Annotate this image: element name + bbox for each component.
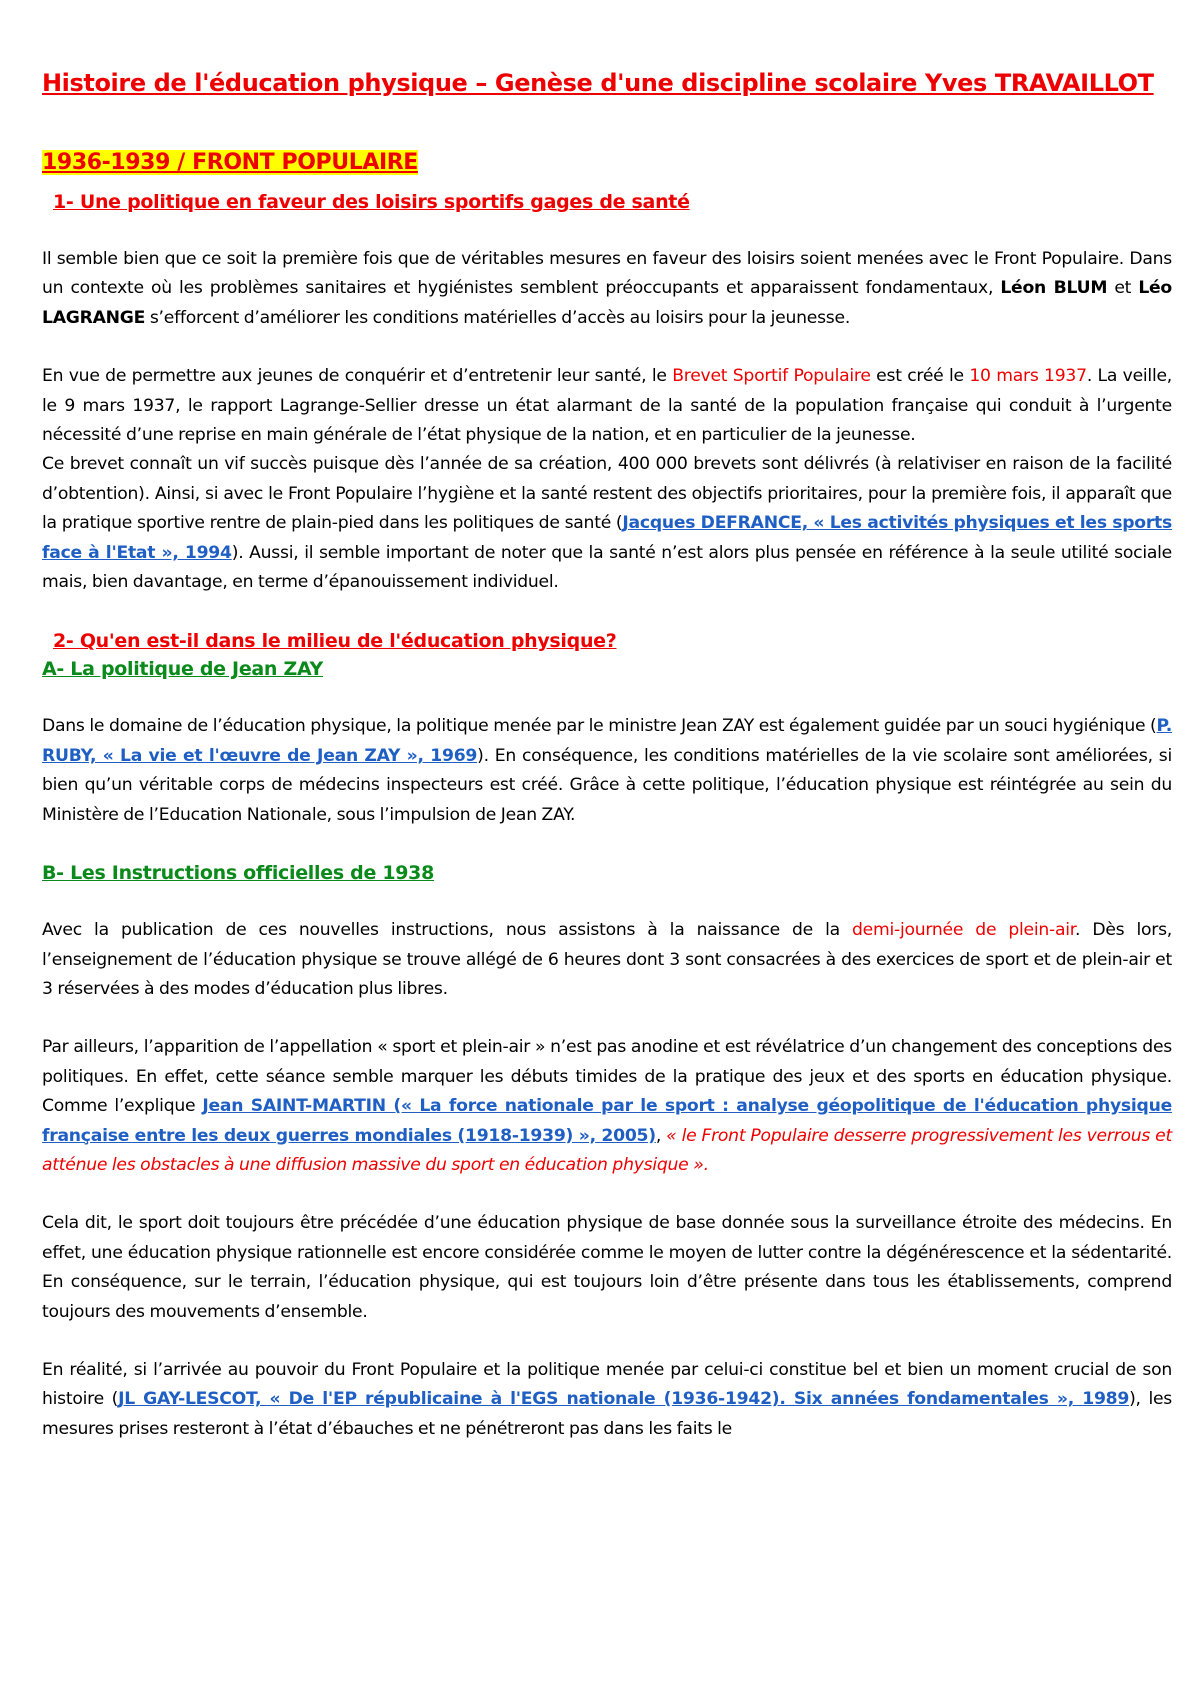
subsection-a-paragraph: Dans le domaine de l’éducation physique, la politique menée par le ministre Jean ZAY est également guidée par un souci hygiénique (P. RUBY, « La vie et l'œuvre de Jean ZAY », 1969). En conséquence, les conditions matérielles de la vie scolaire sont améliorées, si bien qu’un véritable corps de médecins inspecteurs est créé. Grâce à cette politique, l’éducation physique est réintégrée au sein du Ministère de l’Education Nationale, sous l’impulsion de Jean ZAY. (42, 716, 1172, 825)
reference-link-saint-martin[interactable]: Jean SAINT-MARTIN (« La force nationale par le sport : analyse géopolitique de l'éducation physique française entre les deux guerres mondiales (1918-1939) », 2005) (42, 1096, 1172, 1146)
name-leon-blum: Léon BLUM (1000, 278, 1108, 299)
name-leo-lagrange: Léo LAGRANGE (42, 278, 1172, 328)
subsection-a-heading: A- La politique de Jean ZAY (42, 658, 323, 681)
document-page (42, 66, 1172, 1444)
subsection-b-paragraph-3: Cela dit, le sport doit toujours être précédée d’une éducation physique de base donnée sous la surveillance étroite des médecins. En effet, une éducation physique rationnelle est encore considérée comme le moyen de lutter contre la dégénérescence et la sédentarité. En conséquence, sur le terrain, l’éducation physique, qui est toujours loin d’être présente dans tous les établissements, comprend toujours des mouvements d’ensemble. (42, 1213, 1172, 1322)
section-1-paragraph-3: Ce brevet connaît un vif succès puisque dès l’année de sa création, 400 000 brevets sont délivrés (à relativiser en raison de la facilité d’obtention). Ainsi, si avec le Front Populaire l’hygiène et la santé restent des objectifs prioritaires, pour la première fois, il apparaît que la pratique sportive rentre de plain-pied dans les politiques de santé (Jacques DEFRANCE, « Les activités physiques et les sports face à l'Etat », 1994). Aussi, il semble important de noter que la santé n’est alors plus pensée en référence à la seule utilité sociale mais, bien davantage, en terme d’épanouissement individuel. (42, 454, 1172, 593)
section-1-paragraph-1: Il semble bien que ce soit la première fois que de véritables mesures en faveur des loisirs soient menées avec le Front Populaire. Dans un contexte où les problèmes sanitaires et hygiénistes semblent préoccupants et apparaissent fondamentaux, Léon BLUM et Léo LAGRANGE s’efforcent d’améliorer les conditions matérielles d’accès au loisirs pour la jeunesse. (42, 249, 1172, 328)
reference-link-gay-lescot[interactable]: JL GAY-LESCOT, « De l'EP républicaine à l'EGS nationale (1936-1942). Six années fondamentales », 1989 (118, 1389, 1130, 1410)
subsection-b-paragraph-1: Avec la publication de ces nouvelles instructions, nous assistons à la naissance de la demi-journée de plein-air. Dès lors, l’enseignement de l’éducation physique se trouve allégé de 6 heures dont 3 sont consacrées à des exercices de sport et de plein-air et 3 réservées à des modes d’éducation plus libres. (42, 920, 1172, 999)
period-heading (42, 148, 1172, 178)
date-10-mars-1937: 10 mars 1937 (969, 366, 1087, 387)
quote-front-populaire: « le Front Populaire desserre progressivement les verrous et atténue les obstacles à une diffusion massive du sport en éducation physique » (42, 1125, 1172, 1175)
reference-link-ruby[interactable]: P. RUBY, « La vie et l'œuvre de Jean ZAY », 1969 (42, 716, 1172, 766)
section-1-heading: 1- Une politique en faveur des loisirs sportifs gages de santé (53, 191, 690, 213)
reference-link-defrance[interactable]: Jacques DEFRANCE, « Les activités physiques et les sports face à l'Etat », 1994 (42, 513, 1172, 563)
document-title: Histoire de l'éducation physique – Genèse d'une discipline scolaire Yves TRAVAILLOT (42, 69, 1154, 97)
brevet-sportif-populaire: Brevet Sportif Populaire (672, 366, 871, 387)
subsection-b-heading: B- Les Instructions officielles de 1938 (42, 862, 435, 885)
section-2-heading: 2- Qu'en est-il dans le milieu de l'éducation physique? (53, 630, 617, 653)
demi-journee-plein-air: demi-journée de plein-air (851, 920, 1076, 941)
period-label: 1936-1939 / FRONT POPULAIRE (42, 150, 418, 175)
section-1-paragraph-2: En vue de permettre aux jeunes de conquérir et d’entretenir leur santé, le Brevet Sportif Populaire est créé le 10 mars 1937. La veille, le 9 mars 1937, le rapport Lagrange-Sellier dresse un état alarmant de la santé de la population française qui conduit à l’urgente nécessité d’une reprise en main générale de l’état physique de la nation, et en particulier de la jeunesse. (42, 366, 1173, 446)
subsection-b-paragraph-2: Par ailleurs, l’apparition de l’appellation « sport et plein-air » n’est pas anodine et est révélatrice d’un changement des conceptions des politiques. En effet, cette séance semble marquer les débuts timides de la pratique des jeux et des sports en éducation physique. Comme l’explique Jean SAINT-MARTIN (« La force nationale par le sport : analyse géopolitique de l'éducation physique française entre les deux guerres mondiales (1918-1939) », 2005), « le Front Populaire desserre progressivement les verrous et atténue les obstacles à une diffusion massive du sport en éducation physique ». (42, 1037, 1172, 1175)
subsection-b-paragraph-4: En réalité, si l’arrivée au pouvoir du Front Populaire et la politique menée par celui-ci constitue bel et bien un moment crucial de son histoire (JL GAY-LESCOT, « De l'EP républicaine à l'EGS nationale (1936-1942). Six années fondamentales », 1989), les mesures prises resteront à l’état d’ébauches et ne pénétreront pas dans les faits le (42, 1359, 1173, 1439)
